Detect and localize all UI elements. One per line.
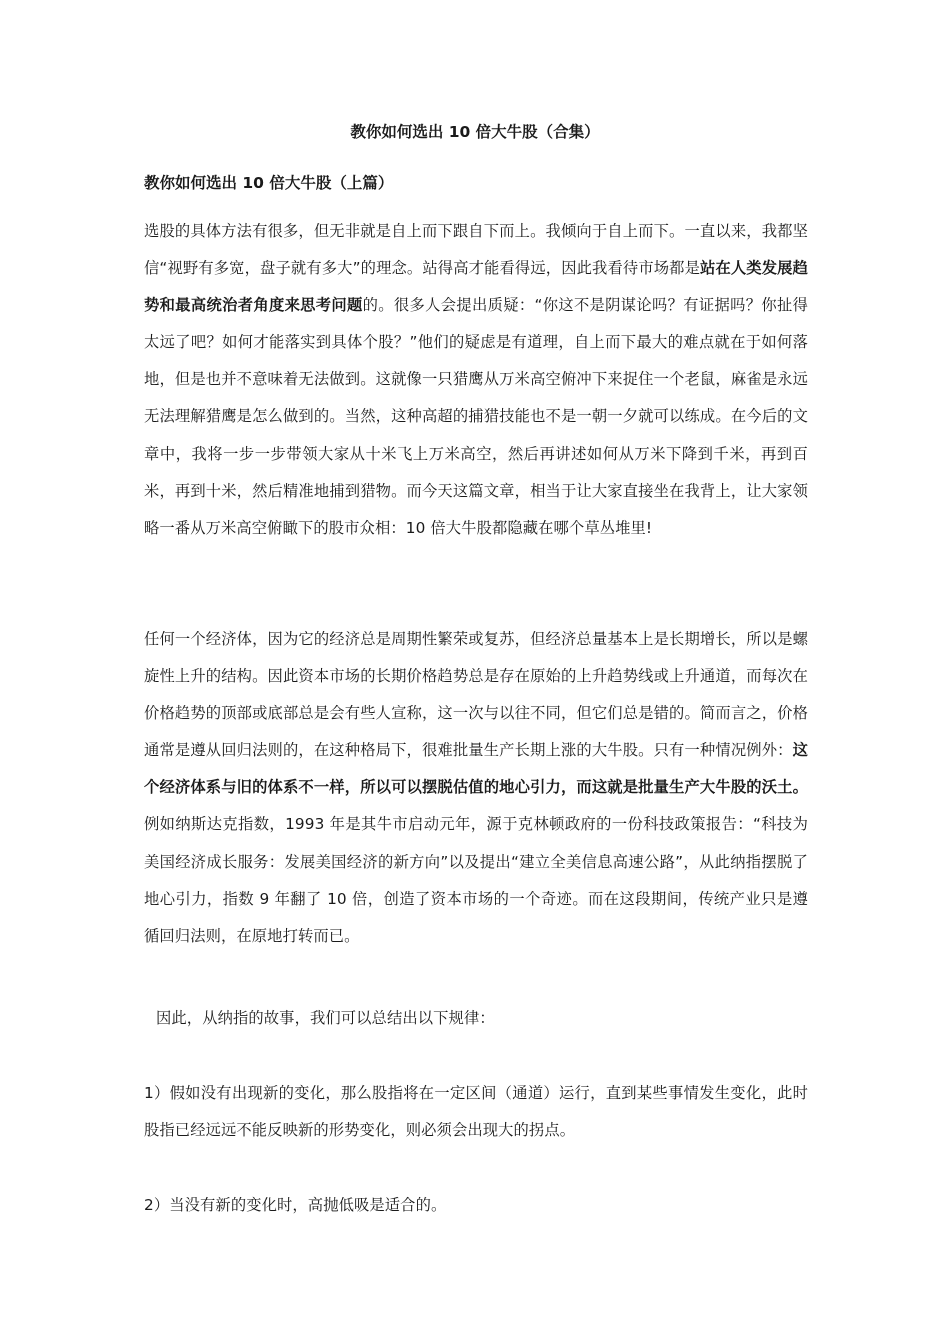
paragraph-1 <box>144 213 808 547</box>
paragraph-2-text-b: 例如纳斯达克指数，1993 年是其牛市启动元年，源于克林顿政府的一份科技政策报告：“科技为美国经济成长服务：发展美国经济的新方向”以及提出“建立全美信息高速公路”，从此纳指摆脱了地心引力，指数 9 年翻了 10 倍，创造了资本市场的一个奇迹。而在这段期间，传统产业只是遵循回归法则，在原地打转而已。 <box>144 815 808 945</box>
paragraph-2-text-a: 任何一个经济体，因为它的经济总是周期性繁荣或复苏，但经济总量基本上是长期增长，所以是螺旋性上升的结构。因此资本市场的长期价格趋势总是存在原始的上升趋势线或上升通道，而每次在价格趋势的顶部或底部总是会有些人宣称，这一次与以往不同，但它们总是错的。简而言之，价格通常是遵从回归法则的，在这种格局下，很难批量生产长期上涨的大牛股。只有一种情况例外： <box>144 630 808 760</box>
paragraph-1-text-a: 选股的具体方法有很多，但无非就是自上而下跟自下而上。我倾向于自上而下。一直以来，我都坚信“视野有多宽，盘子就有多大”的理念。站得高才能看得远，因此我看待市场都是 <box>144 222 808 278</box>
paragraph-2 <box>144 621 808 955</box>
section-title: 教你如何选出 10 倍大牛股（上篇） <box>144 174 394 192</box>
paragraph-1-bold: 站在人类发展趋势和最高统治者角度来思考问题 <box>144 259 808 315</box>
rule-item-1: 1）假如没有出现新的变化，那么股指将在一定区间（通道）运行，直到某些事情发生变化，此时股指已经远远不能反映新的形势变化，则必须会出现大的拐点。 <box>144 1084 808 1140</box>
document-title: 教你如何选出 10 倍大牛股（合集） <box>350 123 600 141</box>
paragraph-1-text-b: 的。很多人会提出质疑：“你这不是阴谋论吗？有证据吗？你扯得太远了吧？如何才能落实到具体个股？”他们的疑虑是有道理，自上而下最大的难点就在于如何落地，但是也并不意味着无法做到。这就像一只猎鹰从万米高空俯冲下来捉住一个老鼠，麻雀是永远无法理解猎鹰是怎么做到的。当然，这种高超的捕猎技能也不是一朝一夕就可以练成。在今后的文章中，我将一步一步带领大家从十米飞上万米高空，然后再讲述如何从万米下降到千米，再到百米，再到十米，然后精准地捕到猎物。而今天这篇文章，相当于让大家直接坐在我背上，让大家领略一番从万米高空俯瞰下的股市众相：10 倍大牛股都隐藏在哪个草丛堆里! <box>144 296 808 537</box>
rule-item-2: 2）当没有新的变化时，高抛低吸是适合的。 <box>144 1196 447 1214</box>
paragraph-3: 因此，从纳指的故事，我们可以总结出以下规律： <box>156 1009 495 1027</box>
paragraph-2-bold: 这个经济体系与旧的体系不一样，所以可以摆脱估值的地心引力，而这就是批量生产大牛股的沃土。 <box>144 741 808 797</box>
